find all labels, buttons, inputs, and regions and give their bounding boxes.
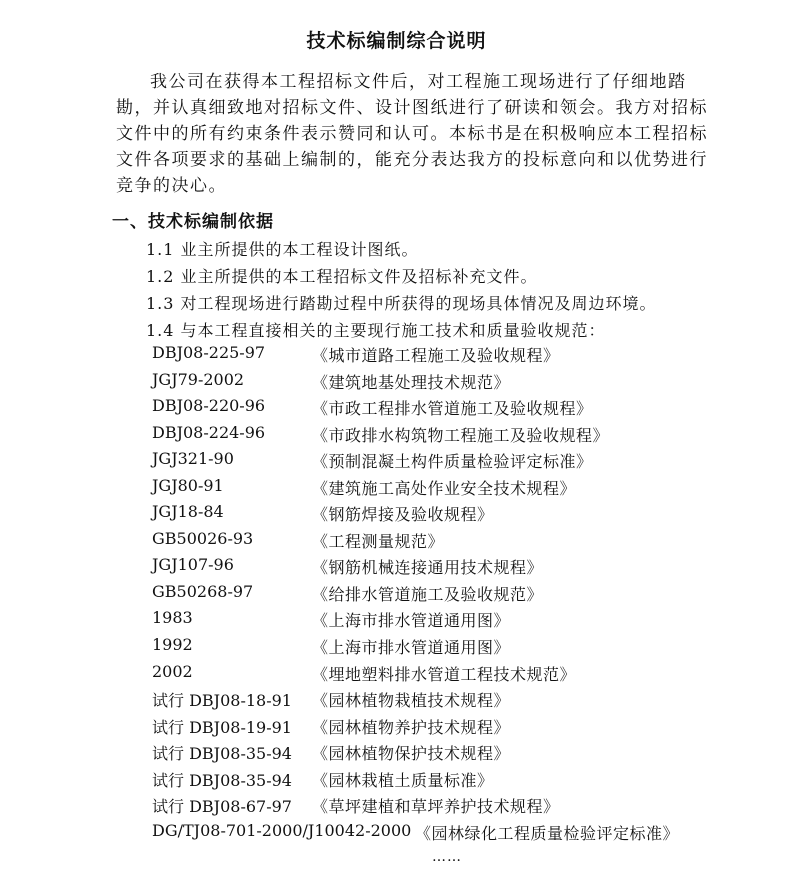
standard-code: JGJ107-96 <box>152 555 234 575</box>
standard-row <box>152 662 752 689</box>
standard-name: 《埋地塑料排水管道工程技术规范》 <box>312 664 577 684</box>
standard-name: 《给排水管道施工及验收规范》 <box>312 584 544 604</box>
standard-code: JGJ79-2002 <box>152 369 245 389</box>
standard-code: 试行 DBJ08-67-97 <box>152 797 292 817</box>
standard-row <box>152 768 752 795</box>
standard-code: 试行 DBJ08-19-91 <box>152 717 292 737</box>
standard-code: JGJ80-91 <box>152 475 224 495</box>
standard-row <box>152 688 752 715</box>
standard-row <box>152 529 752 556</box>
document-title: 技术标编制综合说明 <box>306 30 487 52</box>
standard-name: 《钢筋焊接及验收规程》 <box>312 505 494 525</box>
standard-row <box>152 741 752 768</box>
standard-code: GB50026-93 <box>152 528 254 548</box>
standard-row <box>152 423 752 450</box>
standard-name: 《预制混凝土构件质量检验评定标准》 <box>312 452 593 472</box>
standard-code: JGJ321-90 <box>152 449 234 469</box>
standard-code: 2002 <box>152 661 193 681</box>
standard-code: DBJ08-220-96 <box>152 396 266 416</box>
standard-row <box>152 608 752 635</box>
standard-row <box>152 635 752 662</box>
standard-row <box>152 715 752 742</box>
standard-code: DBJ08-224-96 <box>152 422 266 442</box>
standard-name: 《园林植物养护技术规程》 <box>312 717 511 737</box>
standard-row <box>152 370 752 397</box>
standard-name: 《上海市排水管道通用图》 <box>312 638 511 658</box>
standard-name: 《建筑施工高处作业安全技术规程》 <box>312 478 577 498</box>
standard-code: JGJ18-84 <box>152 502 224 522</box>
standard-row <box>152 555 752 582</box>
standards-list <box>152 343 752 847</box>
continuation-ellipsis: …… <box>432 849 462 865</box>
standard-name: 《园林绿化工程质量检验评定标准》 <box>415 823 680 843</box>
standard-name: 《建筑地基处理技术规范》 <box>312 372 511 392</box>
standard-code: 试行 DBJ08-35-94 <box>152 744 292 764</box>
standard-name: 《城市道路工程施工及验收规程》 <box>312 346 560 365</box>
section-heading: 一、技术标编制依据 <box>112 212 274 232</box>
standard-code: GB50268-97 <box>152 581 254 601</box>
standard-code: 试行 DBJ08-18-91 <box>152 691 292 711</box>
standard-code: DG/TJ08-701-2000/J10042-2000 <box>152 820 412 840</box>
standard-row <box>152 396 752 423</box>
standard-row <box>152 794 752 821</box>
basis-item: 1.4 与本工程直接相关的主要现行施工技术和质量验收规范： <box>146 321 606 340</box>
basis-item: 1.1 业主所提供的本工程设计图纸。 <box>146 240 419 259</box>
standard-code: 1992 <box>152 635 193 655</box>
standard-name: 《园林植物保护技术规程》 <box>312 744 511 764</box>
standard-name: 《工程测量规范》 <box>312 531 445 551</box>
standard-row <box>152 343 752 370</box>
standard-name: 《市政工程排水管道施工及验收规程》 <box>312 399 593 419</box>
standard-code: 1983 <box>152 608 193 628</box>
standard-code: DBJ08-225-97 <box>152 343 266 362</box>
standard-name: 《园林植物栽植技术规程》 <box>312 691 511 711</box>
standard-name: 《市政排水构筑物工程施工及验收规程》 <box>312 425 610 445</box>
standard-row <box>152 449 752 476</box>
standard-row <box>152 476 752 503</box>
basis-item: 1.2 业主所提供的本工程招标文件及招标补充文件。 <box>146 267 538 286</box>
standard-code: 试行 DBJ08-35-94 <box>152 770 292 790</box>
standard-row <box>152 582 752 609</box>
basis-item: 1.3 对工程现场进行踏勘过程中所获得的现场具体情况及周边环境。 <box>146 294 657 313</box>
standard-row <box>152 821 752 848</box>
standard-name: 《上海市排水管道通用图》 <box>312 611 511 631</box>
standard-name: 《钢筋机械连接通用技术规程》 <box>312 558 544 578</box>
intro-paragraph: 我公司在获得本工程招标文件后，对工程施工现场进行了仔细地踏勘，并认真细致地对招标文件、设计图纸进行了研读和领会。我方对招标文件中的所有约束条件表示赞同和认可。本标书是在积极响应本工程招标文件各项要求的基础上编制的，能充分表达我方的投标意向和以优势进行竞争的决心。 <box>116 72 708 196</box>
standard-row <box>152 502 752 529</box>
standard-name: 《草坪建植和草坪养护技术规程》 <box>312 797 560 817</box>
standard-name: 《园林栽植土质量标准》 <box>312 770 494 790</box>
